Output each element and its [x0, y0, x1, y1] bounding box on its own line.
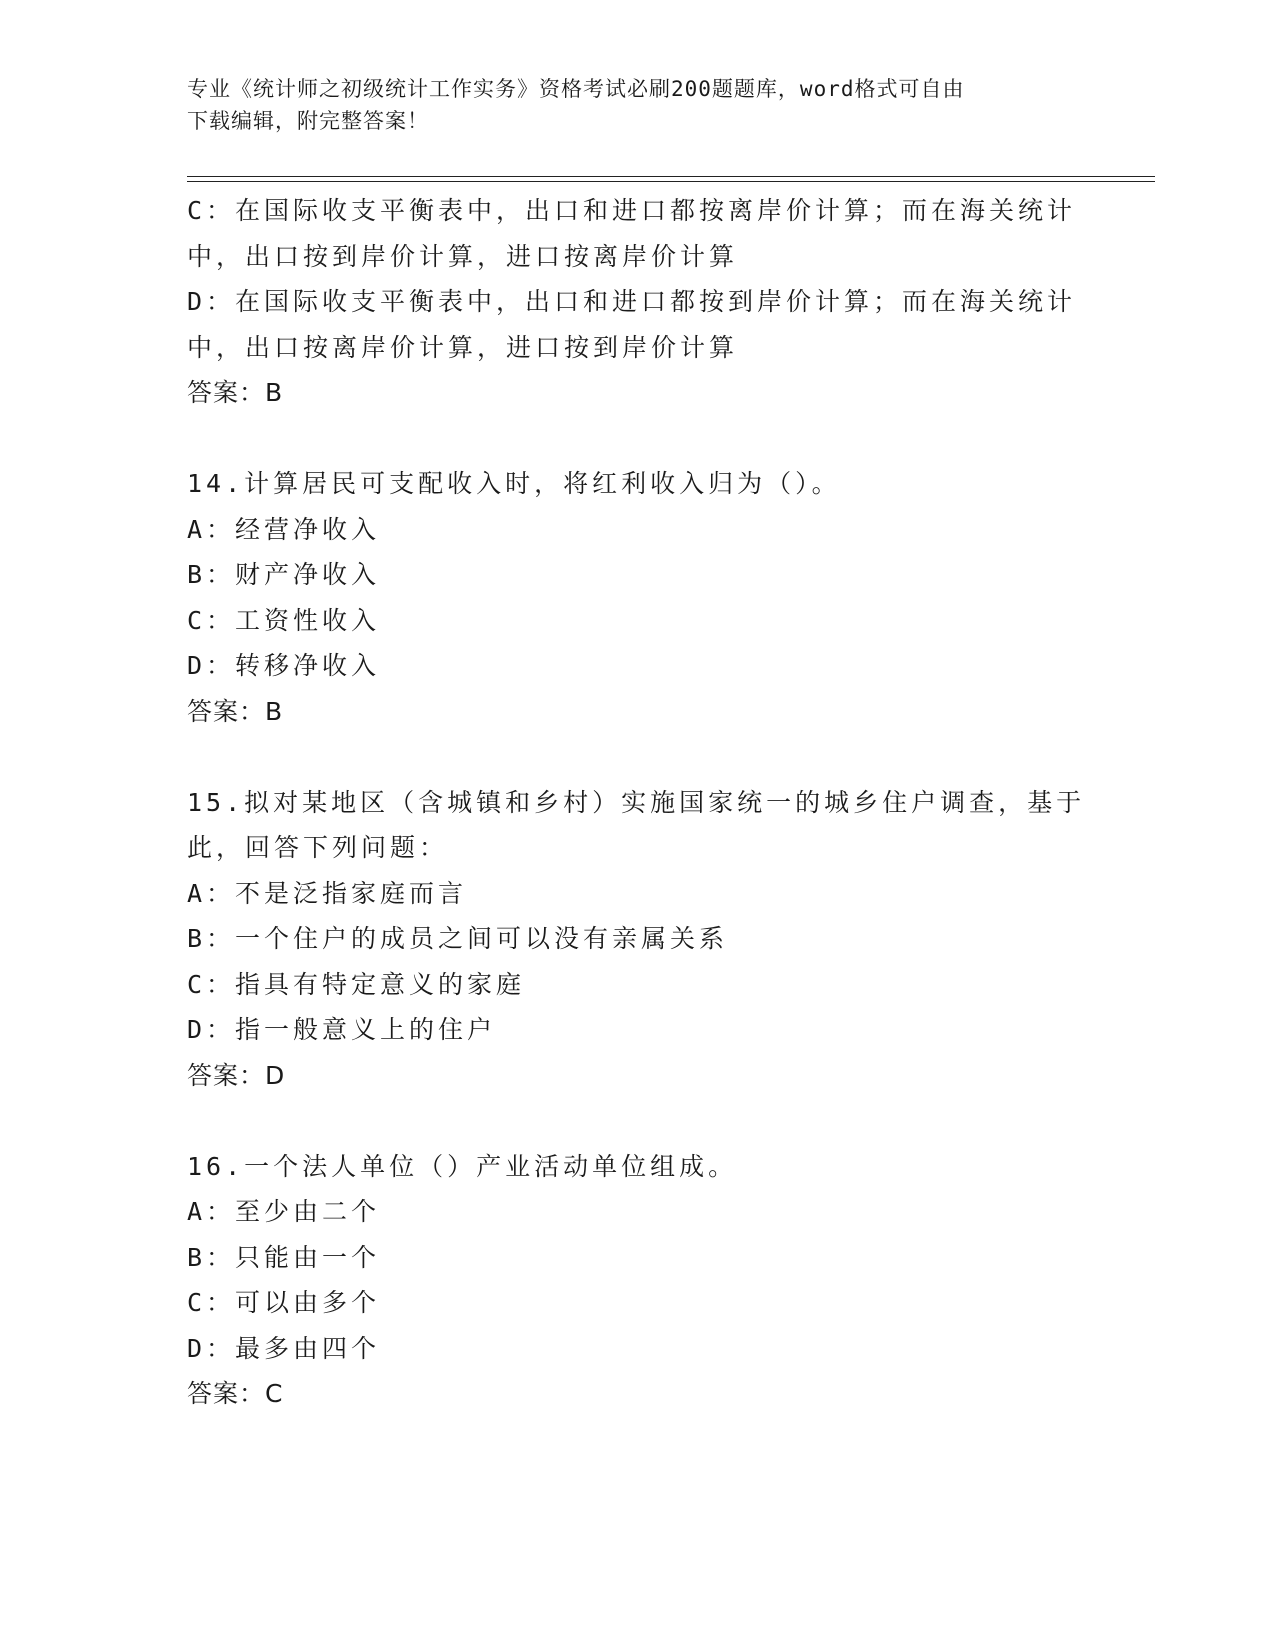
- question-15: [187, 780, 1087, 1099]
- header-line-2: 下载编辑，附完整答案！: [187, 109, 429, 133]
- option-a: A：不是泛指家庭而言: [187, 878, 468, 908]
- answer: 答案：C: [187, 1379, 284, 1408]
- question-stem-line-1: 15.拟对某地区（含城镇和乡村）实施国家统一的城乡住户调查，基于: [187, 787, 1086, 817]
- document-body: [187, 188, 1087, 1417]
- option-d-line-1: D：在国际收支平衡表中，出口和进口都按到岸价计算；而在海关统计: [187, 287, 1077, 316]
- header-divider: [187, 176, 1155, 182]
- spacer: [187, 416, 1087, 462]
- option-c-line-1: C：在国际收支平衡表中，出口和进口都按离岸价计算；而在海关统计: [187, 196, 1077, 225]
- option-d: D：最多由四个: [187, 1333, 381, 1363]
- header-line-1: 专业《统计师之初级统计工作实务》资格考试必刷200题题库，word格式可自由: [187, 77, 965, 101]
- option-d-line-2: 中，出口按离岸价计算，进口按到岸价计算: [187, 332, 739, 362]
- option-b: B：一个住户的成员之间可以没有亲属关系: [187, 924, 729, 953]
- page-header: [187, 73, 1087, 137]
- question-14: [187, 461, 1087, 734]
- answer: 答案：B: [187, 696, 284, 726]
- option-c: C：工资性收入: [187, 605, 381, 635]
- question-13-continued: [187, 188, 1087, 416]
- option-d: D：指一般意义上的住户: [187, 1015, 497, 1044]
- question-stem-line-2: 此，回答下列问题：: [187, 833, 449, 862]
- option-a: A：至少由二个: [187, 1197, 381, 1226]
- question-16: [187, 1144, 1087, 1417]
- option-d: D：转移净收入: [187, 651, 381, 680]
- option-c-line-2: 中，出口按到岸价计算，进口按离岸价计算: [187, 241, 739, 271]
- spacer: [187, 1098, 1087, 1144]
- option-c: C：指具有特定意义的家庭: [187, 969, 526, 999]
- option-c: C：可以由多个: [187, 1288, 381, 1317]
- option-b: B：财产净收入: [187, 560, 381, 589]
- question-stem: 14.计算居民可支配收入时，将红利收入归为（）。: [187, 469, 841, 498]
- answer: 答案：D: [187, 1060, 286, 1090]
- question-stem: 16.一个法人单位（）产业活动单位组成。: [187, 1151, 738, 1181]
- option-b: B：只能由一个: [187, 1242, 381, 1272]
- option-a: A：经营净收入: [187, 514, 381, 544]
- spacer: [187, 734, 1087, 780]
- answer: 答案：B: [187, 378, 284, 407]
